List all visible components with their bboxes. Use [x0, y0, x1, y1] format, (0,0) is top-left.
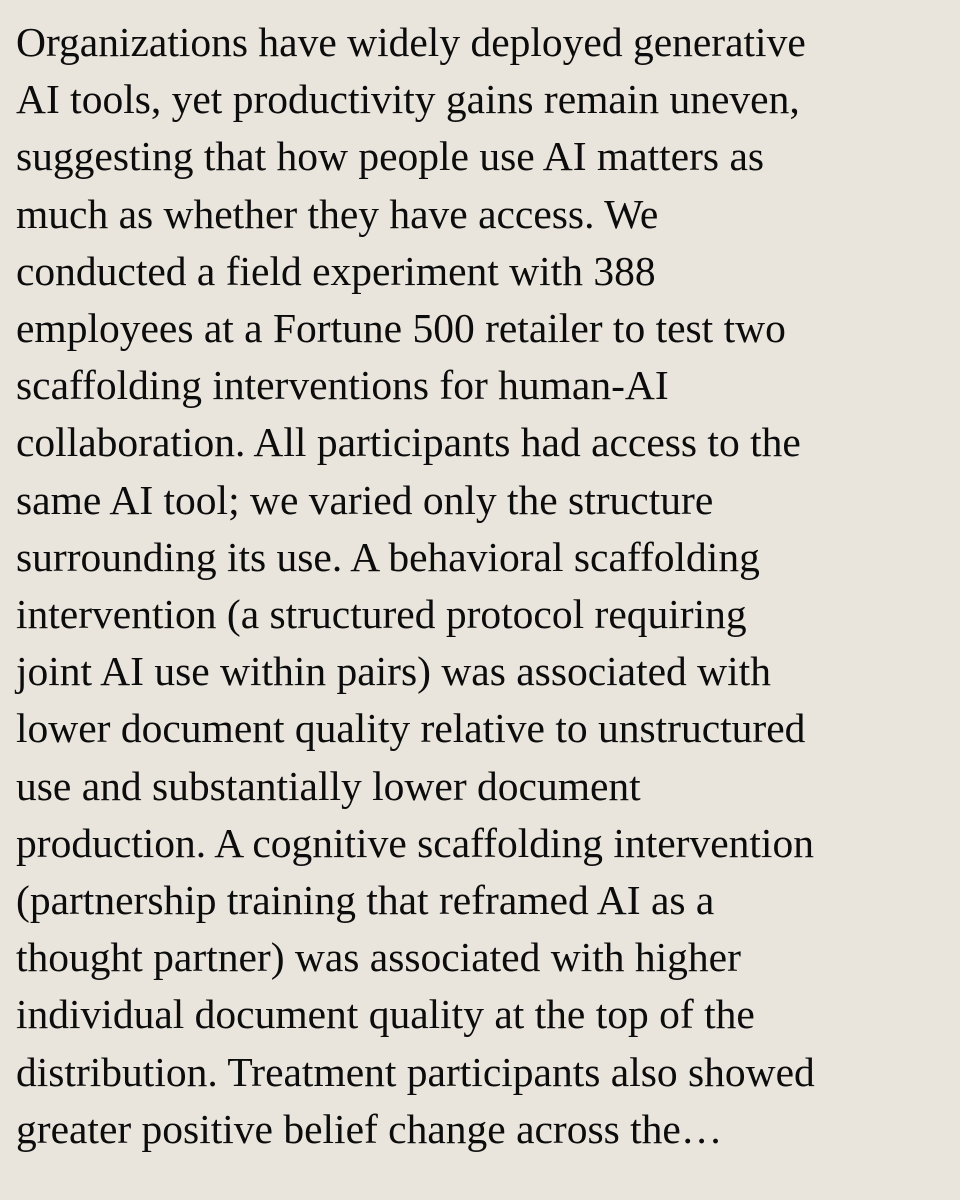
- text-line: collaboration. All participants had access to the: [16, 419, 801, 466]
- text-line: employees at a Fortune 500 retailer to test two: [16, 305, 786, 352]
- text-line: suggesting that how people use AI matters as: [16, 133, 765, 180]
- text-line: lower document quality relative to unstructured: [16, 705, 806, 752]
- text-line: intervention (a structured protocol requiring: [16, 591, 747, 638]
- text-line: scaffolding interventions for human-AI: [16, 362, 669, 409]
- text-line: surrounding its use. A behavioral scaffolding: [16, 533, 760, 580]
- text-line: much as whether they have access. We: [16, 190, 659, 237]
- text-line: distribution. Treatment participants also showed: [16, 1048, 815, 1095]
- text-line: Organizations have widely deployed generative: [16, 19, 806, 65]
- text-line: individual document quality at the top of the: [16, 991, 755, 1038]
- text-line: production. A cognitive scaffolding intervention: [16, 819, 814, 866]
- abstract-text: [16, 14, 956, 1158]
- text-line: conducted a field experiment with 388: [16, 247, 656, 294]
- text-line: greater positive belief change across the…: [16, 1105, 723, 1152]
- text-line: (partnership training that reframed AI as a: [16, 877, 715, 924]
- text-line: use and substantially lower document: [16, 762, 641, 809]
- text-line: joint AI use within pairs) was associated with: [16, 648, 771, 695]
- text-line: AI tools, yet productivity gains remain uneven,: [16, 76, 800, 123]
- text-line: same AI tool; we varied only the structure: [16, 476, 714, 523]
- text-line: thought partner) was associated with higher: [16, 934, 741, 981]
